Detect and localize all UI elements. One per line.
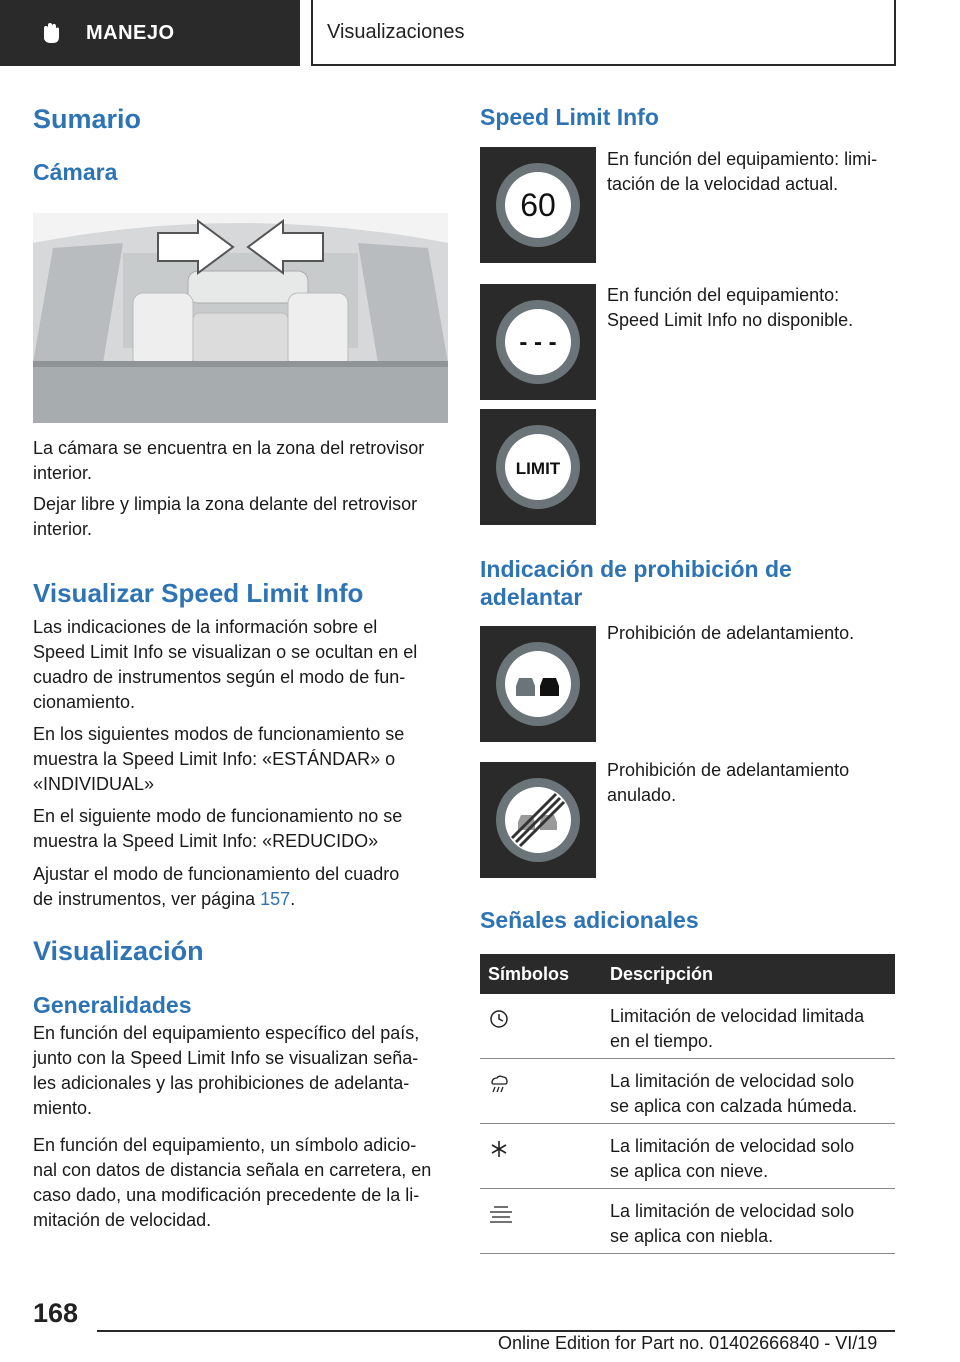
visualizar-paragraph-1 — [33, 615, 417, 715]
page-link-157[interactable]: 157 — [260, 889, 291, 909]
heading-camara: Cámara — [33, 159, 118, 185]
generalidades-paragraph-2 — [33, 1133, 431, 1233]
text-line: les adicionales y las prohibiciones de adelanta- — [33, 1073, 410, 1093]
description-cell — [610, 1059, 895, 1123]
speed-value: LIMIT — [515, 459, 561, 478]
symbol-cell — [480, 994, 610, 1058]
text-line: Las indicaciones de la información sobre el — [33, 617, 378, 637]
text-line: en el tiempo. — [610, 1031, 714, 1051]
rain-icon — [488, 1073, 510, 1095]
text-line: cionamiento. — [33, 692, 136, 712]
text-line: tación de la velocidad actual. — [607, 174, 839, 194]
section-title: MANEJO — [86, 21, 175, 44]
clock-icon — [488, 1008, 510, 1030]
text-line: se aplica con nieve. — [610, 1161, 769, 1181]
text-line: miento. — [33, 1098, 93, 1118]
text-line: se aplica con niebla. — [610, 1226, 774, 1246]
heading-sumario: Sumario — [33, 104, 142, 134]
end-no-overtaking-icon — [480, 762, 596, 878]
speed-sign-unavailable-text — [607, 283, 853, 333]
text-line: En función del equipamiento específico del país, — [33, 1023, 420, 1043]
text-line: Ajustar el modo de funcionamiento del cuadro — [33, 864, 400, 884]
camera-paragraph-1 — [33, 436, 424, 486]
section-tab[interactable] — [0, 0, 300, 66]
heading-visualizacion: Visualización — [33, 936, 204, 966]
speed-limit-60-icon — [480, 147, 596, 263]
speed-sign-limit — [480, 409, 596, 525]
symbol-cell — [480, 1189, 610, 1253]
description-cell — [610, 994, 895, 1058]
text-line: Limitación de velocidad limitada — [610, 1006, 865, 1026]
heading-speed-limit-info: Speed Limit Info — [480, 104, 659, 130]
text-line: Dejar libre y limpia la zona delante del retrovisor — [33, 494, 418, 514]
text-line: muestra la Speed Limit Info: «ESTÁNDAR» o — [33, 749, 396, 769]
camera-paragraph-2 — [33, 492, 417, 542]
heading-line: Indicación de prohibición de — [480, 556, 792, 582]
symbol-cell — [480, 1059, 610, 1123]
heading-line: adelantar — [480, 584, 583, 610]
table-header — [480, 954, 895, 994]
speed-limit-limit-icon — [480, 409, 596, 525]
column-header-simbolos: Símbolos — [488, 963, 570, 984]
fog-icon — [488, 1203, 514, 1225]
text-line — [33, 887, 399, 912]
steering-hand-icon — [38, 20, 64, 46]
edition-footer: Online Edition for Part no. 01402666840 - VI/19 — [498, 1333, 878, 1353]
text-line: caso dado, una modificación precedente de la li- — [33, 1185, 420, 1205]
table-row — [480, 1059, 895, 1124]
symbol-cell — [480, 1124, 610, 1188]
speed-limit-unavailable-icon — [480, 284, 596, 400]
no-overtaking-icon — [480, 626, 596, 742]
text-line: mitación de velocidad. — [33, 1210, 212, 1230]
speed-value: 60 — [520, 187, 556, 223]
table-row — [480, 1189, 895, 1254]
text-line: nal con datos de distancia señala en carretera, en — [33, 1160, 432, 1180]
text-line: En función del equipamiento: — [607, 285, 840, 305]
text-line: La limitación de velocidad solo — [610, 1071, 855, 1091]
heading-visualizar: Visualizar Speed Limit Info — [33, 578, 364, 608]
no-overtaking-sign — [480, 626, 596, 742]
text-line: «INDIVIDUAL» — [33, 774, 155, 794]
table-row — [480, 1124, 895, 1189]
text-line: En función del equipamiento: limi- — [607, 149, 878, 169]
car-interior-illustration — [33, 213, 448, 423]
heading-senales-adicionales: Señales adicionales — [480, 907, 699, 933]
footer-divider — [97, 1330, 895, 1332]
text-line: Prohibición de adelantamiento — [607, 760, 850, 780]
generalidades-paragraph-1 — [33, 1021, 419, 1121]
text-line: En función del equipamiento, un símbolo adicio- — [33, 1135, 417, 1155]
text-line: junto con la Speed Limit Info se visualizan seña- — [33, 1048, 419, 1068]
text-line: Speed Limit Info no disponible. — [607, 310, 854, 330]
text-line: La limitación de velocidad solo — [610, 1201, 855, 1221]
speed-sign-60-text — [607, 147, 877, 197]
table-row — [480, 994, 895, 1059]
text-line: interior. — [33, 519, 93, 539]
text-line: cuadro de instrumentos según el modo de fun- — [33, 667, 406, 687]
speed-sign-unavailable — [480, 284, 596, 400]
no-overtaking-text: Prohibición de adelantamiento. — [607, 623, 855, 643]
page-number: 168 — [33, 1298, 79, 1328]
visualizar-paragraph-3 — [33, 804, 402, 854]
snowflake-icon — [488, 1138, 510, 1160]
text-line: La limitación de velocidad solo — [610, 1136, 855, 1156]
chapter-tab[interactable] — [311, 0, 896, 66]
text-line: La cámara se encuentra en la zona del retrovisor — [33, 438, 425, 458]
text-line: anulado. — [607, 785, 677, 805]
text-line: se aplica con calzada húmeda. — [610, 1096, 858, 1116]
text-line: En el siguiente modo de funcionamiento no se — [33, 806, 403, 826]
heading-generalidades: Generalidades — [33, 992, 192, 1018]
text-line: En los siguientes modos de funcionamiento se — [33, 724, 405, 744]
text-line: Speed Limit Info se visualizan o se ocultan en el — [33, 642, 418, 662]
camera-location-image — [33, 213, 448, 423]
speed-value: - - - — [519, 329, 557, 356]
heading-prohibicion — [480, 555, 792, 611]
description-cell — [610, 1189, 895, 1253]
visualizar-paragraph-2 — [33, 722, 404, 797]
text-span: . — [290, 889, 296, 909]
column-header-descripcion: Descripción — [610, 963, 714, 984]
text-line: interior. — [33, 463, 93, 483]
text-span: de instrumentos, ver página — [33, 889, 261, 909]
chapter-title: Visualizaciones — [327, 20, 465, 43]
text-line: muestra la Speed Limit Info: «REDUCIDO» — [33, 831, 379, 851]
description-cell — [610, 1124, 895, 1188]
additional-signs-table — [480, 954, 895, 1254]
visualizar-paragraph-4 — [33, 862, 399, 912]
end-no-overtaking-text — [607, 758, 849, 808]
end-no-overtaking-sign — [480, 762, 596, 878]
speed-sign-60 — [480, 147, 596, 263]
